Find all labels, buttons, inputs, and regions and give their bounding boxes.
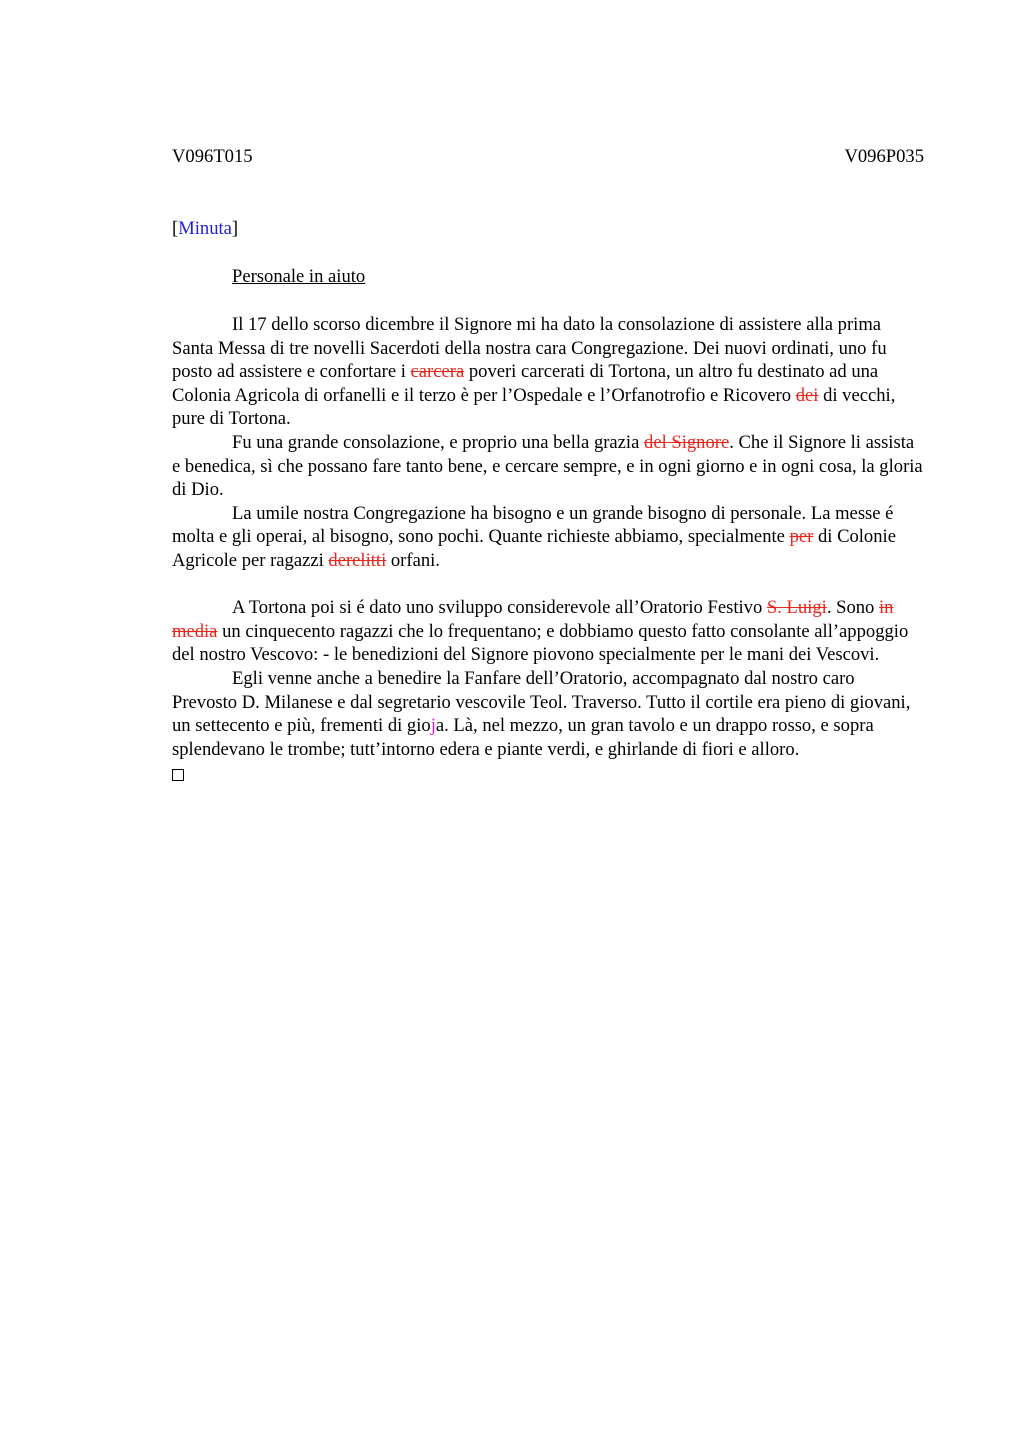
deleted-text: S. Luigi bbox=[766, 597, 827, 619]
reference-header bbox=[172, 145, 924, 169]
paragraph-1-text-c: di vecchi, pure di Tortona. bbox=[172, 384, 896, 430]
right-reference-code: V096P035 bbox=[844, 146, 924, 167]
minuta-word: Minuta bbox=[178, 218, 232, 239]
minuta-open-bracket: [ bbox=[172, 218, 179, 239]
paragraph-3-text-a: La umile nostra Congregazione ha bisogno e un grande bisogno di personale. La messe é molta e gli operai, al bisogno, sono pochi. Quante richieste abbiamo, specialmente bbox=[172, 502, 894, 548]
paragraph-2-text-b: . Che il Signore li assista e benedica, sì che possano fare tanto bene, e cercare sempre, e in ogni giorno e in ogni cosa, la gloria di Dio. bbox=[172, 431, 923, 501]
left-reference-code: V096T015 bbox=[172, 146, 253, 167]
paragraph-2 bbox=[172, 431, 924, 502]
deleted-text: del Signore bbox=[644, 431, 730, 453]
paragraph-3 bbox=[172, 502, 924, 573]
deleted-text: in media bbox=[172, 597, 894, 642]
minuta-close-bracket: ] bbox=[231, 218, 239, 239]
document-page bbox=[172, 145, 924, 781]
deleted-text: carcera bbox=[410, 361, 465, 383]
paragraph-1-text-b: poveri carcerati di Tortona, un altro fu destinato ad una Colonia Agricola di orfanelli e il terzo è per l’Ospedale e l’Orfanotrofio e Ricovero bbox=[172, 361, 879, 406]
minuta-label bbox=[172, 217, 924, 241]
document-title bbox=[172, 265, 924, 289]
end-of-document-box-icon bbox=[172, 769, 184, 781]
deleted-text: derelitti bbox=[328, 549, 387, 571]
paragraph-5 bbox=[172, 667, 924, 761]
inserted-text: j bbox=[430, 715, 436, 737]
paragraph-2-text-a: Fu una grande consolazione, e proprio una bella grazia bbox=[232, 431, 645, 453]
document-body bbox=[172, 313, 924, 761]
paragraph-3-text-c: orfani. bbox=[386, 549, 440, 571]
paragraph-5-text-b: a. Là, nel mezzo, un gran tavolo e un drappo rosso, e sopra splendevano le trombe; tutt’intorno edera e piante verdi, e ghirlande di fiori e alloro. bbox=[172, 715, 874, 760]
deleted-text: dei bbox=[795, 384, 819, 406]
document-title-text: Personale in aiuto bbox=[232, 266, 366, 287]
paragraph-1-text-a: Il 17 dello scorso dicembre il Signore mi ha dato la consolazione di assistere alla prima Santa Messa di tre novelli Sacerdoti della nostra cara Congregazione. Dei nuovi ordinati, uno fu posto ad assistere e confortare i bbox=[172, 314, 887, 383]
paragraph-4-text-c: un cinquecento ragazzi che lo frequentano; e dobbiamo questo fatto consolante all’appoggio del nostro Vescovo: - le benedizioni del Signore piovono specialmente per le mani dei Vescovi. bbox=[172, 620, 909, 666]
paragraph-4 bbox=[172, 596, 924, 667]
paragraph-5-text-a: Egli venne anche a benedire la Fanfare dell’Oratorio, accompagnato dal nostro caro Prevosto D. Milanese e dal segretario vescovile Teol. Traverso. Tutto il cortile era pieno di giovani, un settecento e più, frementi di gio bbox=[172, 667, 911, 737]
paragraph-3-text-b: di Colonie Agricole per ragazzi bbox=[172, 526, 896, 571]
paragraph-4-text-b: . Sono bbox=[826, 597, 880, 619]
paragraph-4-text-a: A Tortona poi si é dato uno sviluppo considerevole all’Oratorio Festivo bbox=[232, 597, 767, 619]
paragraph-1 bbox=[172, 313, 924, 431]
deleted-text: per bbox=[789, 526, 814, 548]
